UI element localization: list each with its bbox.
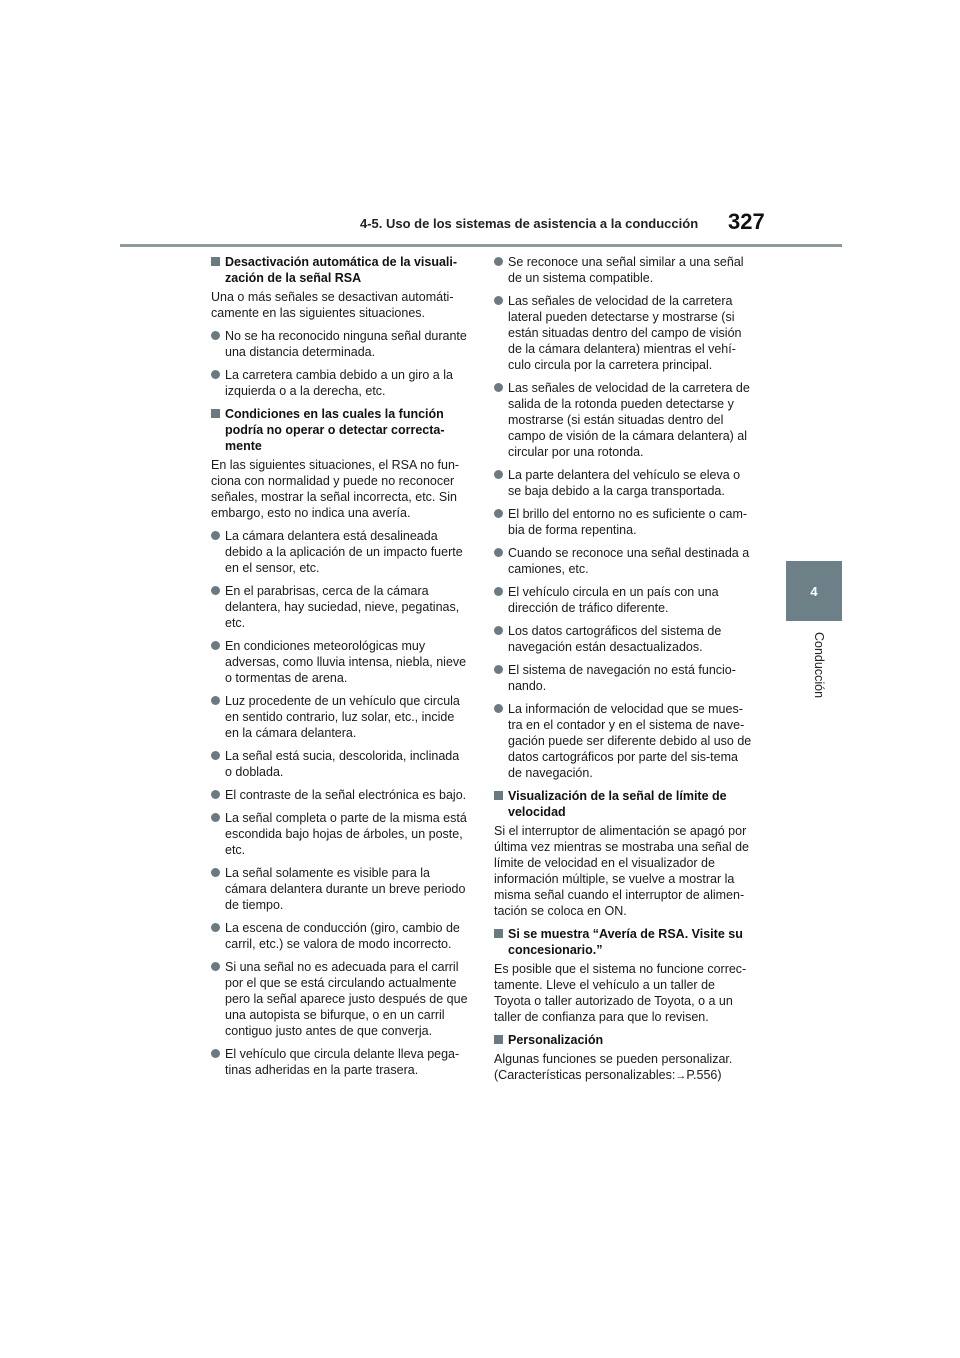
item-text: No se ha reconocido ninguna señal durante una distancia determinada. xyxy=(225,329,467,359)
section-intro: Una o más señales se desactivan automáti-camente en las siguientes situaciones. xyxy=(211,290,454,320)
section-body: Si el interruptor de alimentación se apagó por última vez mientras se mostraba una señal de límite de velocidad en el visualizador de información múltiple, se vuelve a mostrar la misma señal cuando el interruptor de alimen-tación se coloca en ON. xyxy=(494,824,749,918)
item-text: Las señales de velocidad de la carretera de salida de la rotonda pueden detectarse y mostrarse (si están situadas dentro del campo de visión de la cámara delantera) al circular por una rotonda. xyxy=(508,381,750,459)
circle-bullet-icon xyxy=(211,370,220,379)
circle-bullet-icon xyxy=(211,641,220,650)
section-heading xyxy=(494,926,752,958)
circle-bullet-icon xyxy=(211,923,220,932)
item-text: En condiciones meteorológicas muy adversas, como lluvia intensa, niebla, nieve o tormentas de arena. xyxy=(225,639,467,685)
square-bullet-icon xyxy=(494,929,503,938)
list-item xyxy=(494,623,752,655)
list-item xyxy=(211,959,469,1039)
section-operating-conditions xyxy=(211,406,469,1078)
list-item xyxy=(211,638,469,686)
list-item xyxy=(494,701,752,781)
heading-text: Visualización de la señal de límite de velocidad xyxy=(508,789,727,819)
circle-bullet-icon xyxy=(211,751,220,760)
list-item xyxy=(494,467,752,499)
circle-bullet-icon xyxy=(494,509,503,518)
circle-bullet-icon xyxy=(494,587,503,596)
list-item xyxy=(494,662,752,694)
circle-bullet-icon xyxy=(211,868,220,877)
list-item xyxy=(494,254,752,286)
list-item xyxy=(211,367,469,399)
list-item xyxy=(211,810,469,858)
list-item xyxy=(211,328,469,360)
chapter-tab: 4 xyxy=(786,561,842,621)
item-text: Los datos cartográficos del sistema de navegación están desactualizados. xyxy=(508,624,722,654)
body-text: Algunas funciones se pueden personalizar. (Características personalizables: xyxy=(494,1052,733,1082)
section-intro: En las siguientes situaciones, el RSA no fun-ciona con normalidad y puede no reconocer señales, mostrar la señal incorrecta, etc. Sin embargo, esto no indica una avería. xyxy=(211,458,460,520)
list-item xyxy=(211,787,469,803)
header-divider xyxy=(120,244,842,247)
arrow-right-icon: → xyxy=(675,1070,687,1082)
circle-bullet-icon xyxy=(211,531,220,540)
circle-bullet-icon xyxy=(211,813,220,822)
page-number: 327 xyxy=(728,209,765,234)
list-item xyxy=(211,693,469,741)
item-text: Las señales de velocidad de la carretera lateral pueden detectarse y mostrarse (si están situadas dentro del campo de visión de la cámara delantera) mientras el vehí-culo circula por la carretera principal. xyxy=(508,294,742,372)
section-auto-deactivation xyxy=(211,254,469,399)
section-body xyxy=(494,1051,752,1084)
square-bullet-icon xyxy=(211,257,220,266)
list-item xyxy=(494,293,752,373)
circle-bullet-icon xyxy=(211,1049,220,1058)
section-customization xyxy=(494,1032,752,1084)
item-text: El vehículo que circula delante lleva pega-tinas adheridas en la parte trasera. xyxy=(225,1047,460,1077)
list-item xyxy=(211,865,469,913)
item-text: El brillo del entorno no es suficiente o cam-bia de forma repentina. xyxy=(508,507,748,537)
right-column xyxy=(494,254,752,1091)
item-text: La señal completa o parte de la misma está escondida bajo hojas de árboles, un poste, etc. xyxy=(225,811,467,857)
circle-bullet-icon xyxy=(494,626,503,635)
heading-text: Si se muestra “Avería de RSA. Visite su concesionario.” xyxy=(508,927,743,957)
chapter-label: Conducción xyxy=(812,632,826,699)
list-item xyxy=(211,1046,469,1078)
section-body: Es posible que el sistema no funcione correc-tamente. Lleve el vehículo a un taller de Toyota o taller autorizado de Toyota, o a un taller de confianza para que lo revisen. xyxy=(494,962,747,1024)
square-bullet-icon xyxy=(494,791,503,800)
circle-bullet-icon xyxy=(494,470,503,479)
circle-bullet-icon xyxy=(494,296,503,305)
circle-bullet-icon xyxy=(211,586,220,595)
item-text: Luz procedente de un vehículo que circula en sentido contrario, luz solar, etc., incide en la cámara delantera. xyxy=(225,694,460,740)
circle-bullet-icon xyxy=(211,790,220,799)
list-item xyxy=(211,583,469,631)
circle-bullet-icon xyxy=(211,696,220,705)
item-text: La escena de conducción (giro, cambio de carril, etc.) se valora de modo incorrecto. xyxy=(225,921,460,951)
item-text: La carretera cambia debido a un giro a la izquierda o a la derecha, etc. xyxy=(225,368,453,398)
list-item xyxy=(494,506,752,538)
circle-bullet-icon xyxy=(494,548,503,557)
circle-bullet-icon xyxy=(494,257,503,266)
list-item xyxy=(211,528,469,576)
circle-bullet-icon xyxy=(494,383,503,392)
section-heading xyxy=(494,788,752,820)
list-item xyxy=(211,748,469,780)
circle-bullet-icon xyxy=(494,704,503,713)
heading-text: Desactivación automática de la visuali-zación de la señal RSA xyxy=(225,255,458,285)
item-text: En el parabrisas, cerca de la cámara delantera, hay suciedad, nieve, pegatinas, etc. xyxy=(225,584,460,630)
heading-text: Condiciones en las cuales la función podría no operar o detectar correcta-mente xyxy=(225,407,445,453)
section-rsa-failure xyxy=(494,926,752,1025)
circle-bullet-icon xyxy=(494,665,503,674)
section-heading xyxy=(494,1032,752,1048)
item-text: La información de velocidad que se mues-tra en el contador y en el sistema de nave-gación puede ser diferente debido al uso de datos cartográficos por parte del sis-tema de navegación. xyxy=(508,702,752,780)
circle-bullet-icon xyxy=(211,331,220,340)
list-item xyxy=(211,920,469,952)
square-bullet-icon xyxy=(211,409,220,418)
item-text: La cámara delantera está desalineada debido a la aplicación de un impacto fuerte en el sensor, etc. xyxy=(225,529,463,575)
section-speed-limit-display xyxy=(494,788,752,919)
item-text: Cuando se reconoce una señal destinada a camiones, etc. xyxy=(508,546,750,576)
square-bullet-icon xyxy=(494,1035,503,1044)
page-header-title: 4-5. Uso de los sistemas de asistencia a la conducción xyxy=(360,216,699,231)
list-item xyxy=(494,545,752,577)
item-text: La señal está sucia, descolorida, inclinada o doblada. xyxy=(225,749,460,779)
item-text: Se reconoce una señal similar a una señal de un sistema compatible. xyxy=(508,255,744,285)
item-text: Si una señal no es adecuada para el carril por el que se está circulando actualmente pero la señal aparece justo después de que una autopista se bifurque, o en un carril contiguo justo antes de que converja. xyxy=(225,960,468,1038)
circle-bullet-icon xyxy=(211,962,220,971)
section-heading xyxy=(211,406,469,454)
item-text: El sistema de navegación no está funcio-nando. xyxy=(508,663,736,693)
item-text: La parte delantera del vehículo se eleva o se baja debido a la carga transportada. xyxy=(508,468,741,498)
item-text: La señal solamente es visible para la cámara delantera durante un breve periodo de tiempo. xyxy=(225,866,466,912)
item-text: El vehículo circula en un país con una dirección de tráfico diferente. xyxy=(508,585,719,615)
list-item xyxy=(494,584,752,616)
list-item xyxy=(494,380,752,460)
page-reference-link[interactable]: P.556) xyxy=(686,1068,722,1082)
item-text: El contraste de la señal electrónica es bajo. xyxy=(225,788,467,802)
left-column xyxy=(211,254,469,1085)
section-heading xyxy=(211,254,469,286)
heading-text: Personalización xyxy=(508,1033,604,1047)
